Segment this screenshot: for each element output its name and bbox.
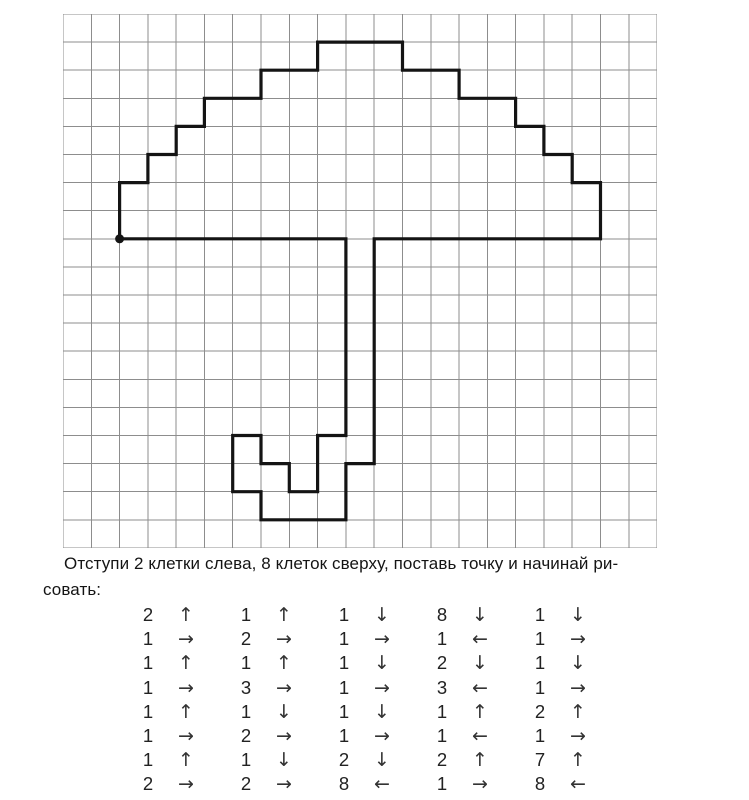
dictation-step [138, 772, 200, 796]
arrow-right-icon: → [374, 725, 390, 748]
step-count: 1 [436, 773, 448, 795]
arrow-up-icon: ↑ [570, 700, 586, 723]
dictation-step [432, 700, 494, 724]
step-count: 2 [338, 749, 350, 771]
step-count: 1 [142, 628, 154, 650]
step-count: 7 [534, 749, 546, 771]
step-count: 2 [436, 652, 448, 674]
dictation-step [236, 676, 298, 700]
dictation-column-3 [334, 603, 396, 797]
dictation-step [334, 627, 396, 651]
arrow-up-icon: ↑ [472, 700, 488, 723]
arrow-left-icon: ← [472, 628, 488, 651]
step-count: 1 [534, 725, 546, 747]
step-count: 2 [142, 773, 154, 795]
step-count: 1 [240, 652, 252, 674]
dictation-column-2 [236, 603, 298, 797]
step-count: 1 [534, 628, 546, 650]
step-count: 8 [436, 604, 448, 626]
step-count: 2 [534, 700, 546, 722]
step-count: 1 [534, 604, 546, 626]
umbrella-grid-drawing [63, 14, 657, 548]
dictation-step [334, 724, 396, 748]
arrow-up-icon: ↑ [276, 652, 292, 675]
dictation-step [530, 748, 592, 772]
arrow-right-icon: → [276, 773, 292, 796]
arrow-right-icon: → [276, 676, 292, 699]
dictation-step [236, 724, 298, 748]
arrow-up-icon: ↑ [570, 749, 586, 772]
dictation-step [334, 651, 396, 675]
step-count: 1 [338, 676, 350, 698]
step-count: 8 [338, 773, 350, 795]
dictation-step [334, 772, 396, 796]
step-count: 2 [142, 604, 154, 626]
step-count: 1 [436, 628, 448, 650]
step-count: 1 [436, 700, 448, 722]
step-count: 2 [240, 628, 252, 650]
dictation-step [334, 676, 396, 700]
arrow-left-icon: ← [570, 773, 586, 796]
arrow-right-icon: → [374, 628, 390, 651]
arrow-left-icon: ← [374, 773, 390, 796]
step-count: 8 [534, 773, 546, 795]
dictation-step [138, 603, 200, 627]
step-count: 1 [338, 700, 350, 722]
arrow-up-icon: ↑ [178, 604, 194, 627]
dictation-step [530, 603, 592, 627]
step-count: 1 [338, 628, 350, 650]
instruction-line-1: Отступи 2 клетки слева, 8 клеток сверху, поставь точку и начинай ри- [64, 554, 619, 573]
dictation-step [530, 651, 592, 675]
dictation-step [432, 603, 494, 627]
step-count: 1 [142, 749, 154, 771]
arrow-right-icon: → [178, 628, 194, 651]
dictation-step [334, 748, 396, 772]
step-count: 1 [240, 749, 252, 771]
dictation-step [432, 651, 494, 675]
arrow-right-icon: → [276, 725, 292, 748]
arrow-down-icon: ↓ [276, 749, 292, 772]
step-count: 2 [240, 725, 252, 747]
arrow-right-icon: → [570, 676, 586, 699]
arrow-down-icon: ↓ [374, 604, 390, 627]
arrow-right-icon: → [472, 773, 488, 796]
step-count: 3 [240, 676, 252, 698]
dictation-step [236, 603, 298, 627]
arrow-down-icon: ↓ [472, 652, 488, 675]
step-count: 1 [338, 604, 350, 626]
dictation-step [334, 700, 396, 724]
dictation-step [236, 748, 298, 772]
dictation-step [432, 772, 494, 796]
step-count: 1 [142, 700, 154, 722]
step-count: 3 [436, 676, 448, 698]
dictation-step [530, 676, 592, 700]
dictation-column-5 [530, 603, 592, 797]
step-count: 1 [338, 725, 350, 747]
arrow-down-icon: ↓ [472, 604, 488, 627]
dictation-step [138, 748, 200, 772]
arrow-down-icon: ↓ [374, 652, 390, 675]
arrow-right-icon: → [178, 725, 194, 748]
dictation-step [334, 603, 396, 627]
arrow-right-icon: → [178, 676, 194, 699]
arrow-up-icon: ↑ [276, 604, 292, 627]
arrow-right-icon: → [276, 628, 292, 651]
step-count: 1 [240, 700, 252, 722]
step-count: 1 [436, 725, 448, 747]
step-count: 1 [534, 652, 546, 674]
arrow-up-icon: ↑ [178, 749, 194, 772]
arrow-right-icon: → [570, 725, 586, 748]
step-count: 1 [534, 676, 546, 698]
step-count: 2 [240, 773, 252, 795]
step-count: 1 [142, 676, 154, 698]
dictation-step [138, 700, 200, 724]
dictation-step [432, 724, 494, 748]
dictation-step [138, 627, 200, 651]
arrow-up-icon: ↑ [472, 749, 488, 772]
dictation-column-4 [432, 603, 494, 797]
instruction-text [43, 551, 731, 602]
step-count: 1 [142, 725, 154, 747]
arrow-down-icon: ↓ [570, 652, 586, 675]
dictation-step [530, 700, 592, 724]
grid-figure [63, 14, 657, 553]
dictation-step [138, 676, 200, 700]
step-count: 1 [338, 652, 350, 674]
dictation-table [138, 603, 592, 797]
arrow-right-icon: → [178, 773, 194, 796]
dictation-step [138, 724, 200, 748]
instruction-line-2: совать: [43, 579, 102, 599]
step-count: 2 [436, 749, 448, 771]
arrow-up-icon: ↑ [178, 700, 194, 723]
arrow-left-icon: ← [472, 725, 488, 748]
dictation-step [236, 627, 298, 651]
arrow-up-icon: ↑ [178, 652, 194, 675]
dictation-step [530, 724, 592, 748]
arrow-down-icon: ↓ [374, 700, 390, 723]
dictation-column-1 [138, 603, 200, 797]
step-count: 1 [142, 652, 154, 674]
dictation-step [236, 700, 298, 724]
dictation-step [530, 627, 592, 651]
arrow-down-icon: ↓ [570, 604, 586, 627]
dictation-step [138, 651, 200, 675]
dictation-step [530, 772, 592, 796]
arrow-down-icon: ↓ [276, 700, 292, 723]
arrow-right-icon: → [570, 628, 586, 651]
dictation-step [236, 772, 298, 796]
dictation-step [432, 627, 494, 651]
dictation-step [236, 651, 298, 675]
dictation-step [432, 748, 494, 772]
arrow-right-icon: → [374, 676, 390, 699]
arrow-down-icon: ↓ [374, 749, 390, 772]
step-count: 1 [240, 604, 252, 626]
arrow-left-icon: ← [472, 676, 488, 699]
dictation-step [432, 676, 494, 700]
